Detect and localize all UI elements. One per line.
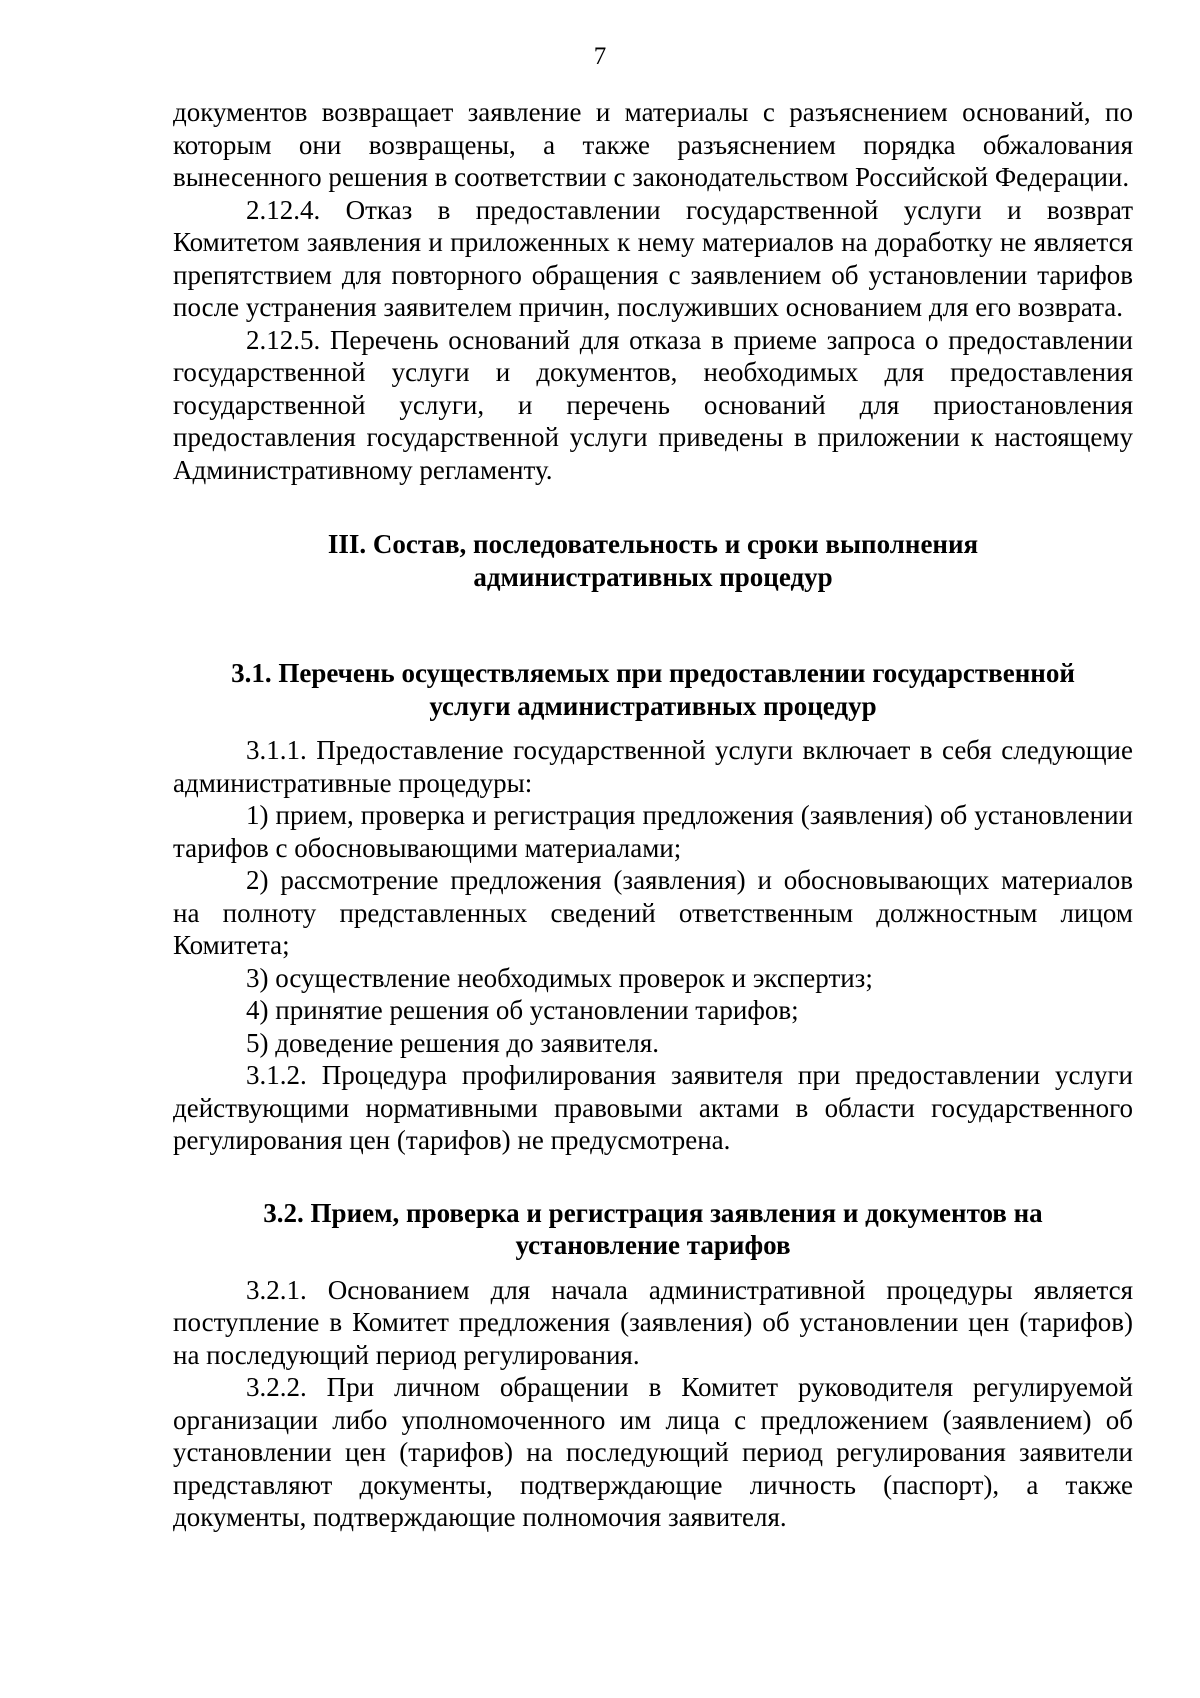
paragraph-3-1-1: 3.1.1. Предоставление государственной услуги включает в себя следующие административные процедуры: [173,735,1133,798]
section-3-heading [173,528,1133,593]
subsection-3-2-heading [173,1197,1133,1262]
list-item-2: 2) рассмотрение предложения (заявления) и обосновывающих материалов на полноту представленных сведений ответственным должностным лицом Комитета; [173,865,1133,960]
paragraph-2-12-4: 2.12.4. Отказ в предоставлении государственной услуги и возврат Комитетом заявления и приложенных к нему материалов на доработку не является препятствием для повторного обращения с заявлением об установлении тарифов после устранения заявителем причин, послуживших основанием для его возврата. [173,194,1133,322]
subsection-3-2-heading-line2: установление тарифов [515,1230,791,1260]
list-item-1: 1) прием, проверка и регистрация предложения (заявления) об установлении тарифов с обосновывающими материалами; [173,800,1133,863]
list-item-3: 3) осуществление необходимых проверок и экспертиз; [246,962,873,993]
paragraph-3-2-2: 3.2.2. При личном обращении в Комитет руководителя регулируемой организации либо уполномоченного им лица с предложением (заявлением) об установлении цен (тарифов) на последующий период регулирования заявители представляют документы, подтверждающие личность (паспорт), а также документы, подтверждающие полномочия заявителя. [173,1372,1133,1532]
section-3-heading-line2: административных процедур [473,561,833,592]
paragraph-continuation: документов возвращает заявление и материалы с разъяснением оснований, по которым они возвращены, а также разъяснением порядка обжалования вынесенного решения в соответствии с законодательством Российской Федерации. [173,97,1133,192]
paragraph-3-2-1: 3.2.1. Основанием для начала административной процедуры является поступление в Комитет предложения (заявления) об установлении цен (тарифов) на последующий период регулирования. [173,1274,1133,1370]
subsection-3-2-heading-line1: 3.2. Прием, проверка и регистрация заявления и документов на [263,1197,1043,1228]
list-item-4: 4) принятие решения об установлении тарифов; [246,995,799,1025]
document-body [173,96,1133,1534]
section-3-heading-line1: III. Состав, последовательность и сроки выполнения [327,529,979,559]
paragraph-3-1-2: 3.1.2. Процедура профилирования заявителя при предоставлении услуги действующими нормативными правовыми актами в области государственного регулирования цен (тарифов) не предусмотрена. [173,1060,1133,1155]
list-item-5: 5) доведение решения до заявителя. [246,1027,660,1058]
paragraph-2-12-5: 2.12.5. Перечень оснований для отказа в приеме запроса о предоставлении государственной услуги и документов, необходимых для предоставления государственной услуги, и перечень оснований для приостановления предоставления государственной услуги приведены в приложении к настоящему Административному регламенту. [173,324,1133,485]
subsection-3-1-heading-line1: 3.1. Перечень осуществляемых при предоставлении государственной [231,658,1075,688]
page-number: 7 [593,43,607,70]
subsection-3-1-heading-line2: услуги административных процедур [429,690,877,721]
subsection-3-1-heading [173,657,1133,722]
